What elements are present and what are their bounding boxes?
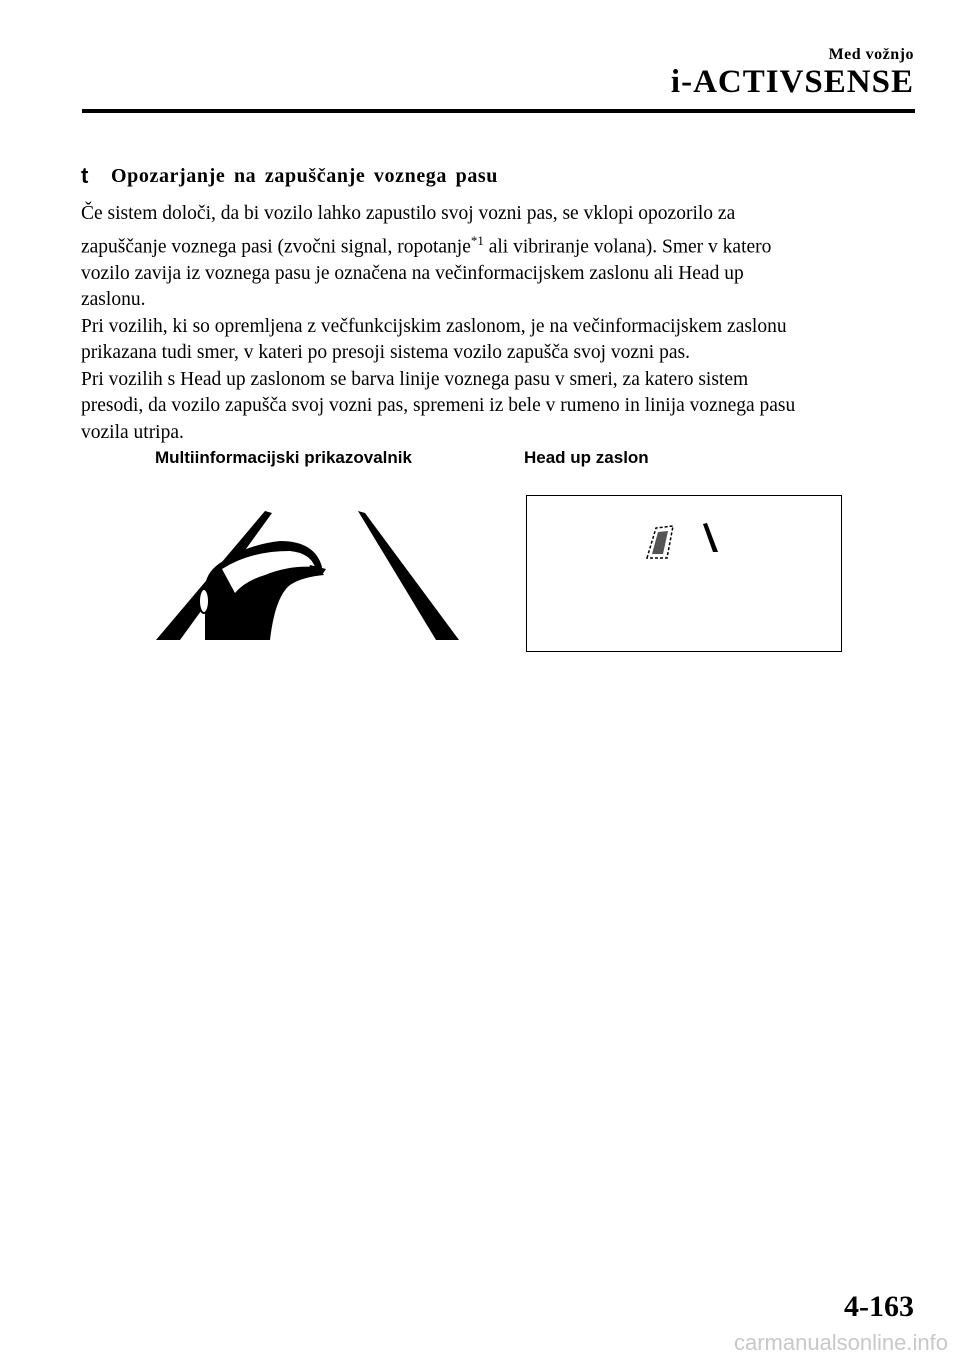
body-line: vozilo zavija iz voznega pasu je označena na večinformacijskem zaslonu ali Head up [81,262,744,284]
body-text [81,201,921,446]
body-line-part: zapuščanje voznega pasi (zvočni signal, ropotanje [81,236,471,257]
body-line-part: ali vibriranje volana). Smer v katero [483,236,772,257]
body-line [81,228,921,261]
multi-display-label: Multiinformacijski prikazovalnik [155,448,412,467]
body-line: vozila utripa. [81,421,184,443]
section-header: Med vožnjo [828,46,914,63]
body-line: Če sistem določi, da bi vozilo lahko zapustilo svoj vozni pas, se vklopi opozorilo za [81,203,736,224]
body-line: presodi, da vozilo zapušča svoj vozni pas, spremeni iz bele v rumeno in linija voznega pasu [81,395,796,416]
body-line: zaslonu. [81,289,146,310]
chapter-title: i-ACTIVSENSE [670,64,914,100]
body-line: prikazana tudi smer, v kateri po presoji sistema vozilo zapušča svoj vozni pas. [81,342,690,363]
header-rule [82,109,915,113]
car-outline-icon [647,526,673,558]
car-icon [199,541,326,640]
lane-line-icon [703,523,718,552]
hud-label: Head up zaslon [524,448,649,467]
multi-display-illustration [150,505,470,645]
section-bullet: t [81,163,89,188]
body-line: Pri vozilih s Head up zaslonom se barva linije voznega pasu v smeri, za katero sistem [81,368,749,390]
section-heading: Opozarjanje na zapuščanje voznega pasu [111,165,499,187]
hud-illustration [527,496,840,650]
page-number: 4-163 [844,1290,914,1323]
body-line: Pri vozilih, ki so opremljena z večfunkcijskim zaslonom, je na večinformacijskem zaslonu [81,315,787,337]
right-lane-line [358,511,459,640]
footnote-marker: *1 [470,232,484,248]
watermark: carmanualsonline.info [733,1330,948,1355]
hud-frame [526,495,842,652]
